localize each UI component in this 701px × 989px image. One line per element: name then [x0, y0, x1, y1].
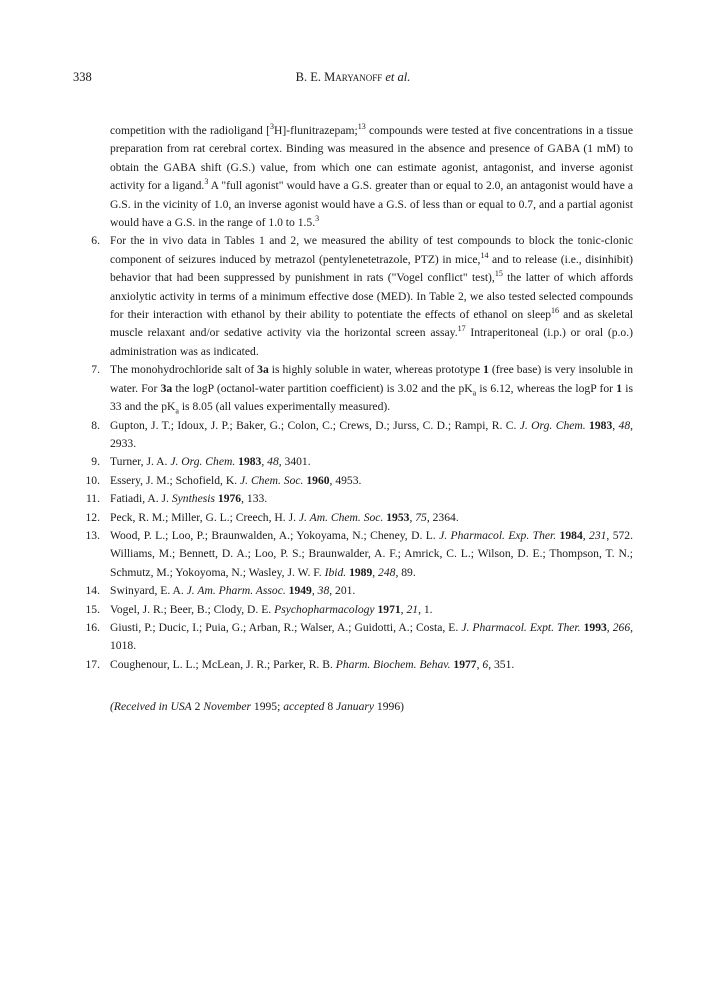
text-run: ,	[261, 455, 268, 469]
reference-item	[78, 656, 633, 674]
text-run: 17	[457, 324, 466, 334]
text-run: (Received in USA	[110, 700, 192, 713]
reference-text	[110, 529, 633, 579]
text-run: 1996)	[374, 700, 404, 713]
reference-text	[110, 621, 633, 652]
text-run: Intraperitoneal (i.p.) or oral (p.o.) administration was as indicated.	[110, 326, 633, 358]
text-run: 8	[324, 700, 337, 713]
text-run: For the in vivo data in Tables 1 and 2, we measured the ability of test compounds to block the tonic-clonic component of seizures induced by metrazol (pentylenetetrazole, PTZ) in mice,	[110, 234, 633, 266]
text-run: January	[336, 700, 375, 713]
text-run: a	[472, 388, 477, 397]
text-run: 1983	[589, 418, 613, 432]
text-run: 3a	[257, 363, 269, 377]
text-run: November	[203, 700, 252, 713]
text-run: J. Org. Chem.	[519, 418, 586, 432]
reference-text	[110, 474, 361, 487]
text-run: Fatiadi, A. J.	[110, 492, 172, 506]
reference-item	[78, 417, 633, 454]
reference-number: 17.	[85, 657, 100, 671]
text-run: Turner, J. A.	[110, 455, 171, 469]
reference-text	[110, 584, 355, 597]
reference-number: 11.	[85, 492, 100, 506]
text-run: 48	[618, 418, 631, 432]
text-run: , 1.	[418, 602, 433, 616]
text-run: Ibid.	[324, 565, 347, 579]
text-run: J. Pharmacol. Exp. Ther.	[439, 528, 557, 542]
text-run: , 2364.	[426, 510, 459, 524]
text-run: Wood, P. L.; Loo, P.; Braunwalden, A.; Yokoyama, N.; Cheney, D. L.	[110, 528, 440, 542]
text-run: , 89.	[395, 565, 416, 579]
text-run: Synthesis	[171, 492, 215, 506]
reference-item	[78, 122, 633, 232]
reference-number: 9.	[91, 455, 100, 469]
text-run: ,	[582, 528, 590, 542]
text-run: 3	[204, 177, 209, 187]
reference-text	[110, 419, 633, 450]
text-run: 1995;	[251, 700, 284, 713]
reference-number: 15.	[85, 602, 100, 616]
text-run: ,	[476, 657, 483, 671]
text-run: is 33 and the pK	[110, 381, 633, 414]
text-run: ,	[372, 565, 379, 579]
references-list	[78, 122, 633, 674]
reference-item	[78, 453, 633, 471]
text-run: accepted	[283, 700, 325, 713]
text-run: 1983	[238, 455, 262, 469]
reference-item	[78, 232, 633, 361]
text-run: 1949	[288, 584, 312, 598]
reference-text	[110, 603, 433, 616]
text-run: 1971	[377, 602, 401, 616]
text-run: J. Am. Chem. Soc.	[298, 510, 384, 524]
running-head-authors-smallcaps: aryanoff	[335, 70, 383, 84]
text-run: 21	[406, 602, 419, 616]
text-run: is 6.12, whereas the logP for	[476, 381, 617, 395]
reference-number: 6.	[91, 234, 100, 248]
running-head-authors: B. E. M	[295, 70, 336, 84]
text-run: a	[175, 406, 179, 416]
text-run: , 2933.	[110, 418, 634, 450]
text-run: 231	[589, 528, 607, 542]
reference-text	[110, 455, 311, 468]
text-run: J. Am. Pharm. Assoc.	[186, 584, 286, 598]
text-run: the latter of which affords anxiolytic activity in terms of a minimum effective dose (MED). In Table 2, we also tested selected compounds for their interaction with ethanol by their ability to potentiate the effects of ethanol on sleep	[110, 271, 634, 322]
text-run: is 8.05 (all values experimentally measured).	[178, 400, 391, 414]
text-run: 48	[267, 455, 279, 469]
text-run: 1953	[386, 510, 410, 524]
text-run: (free base) is very insoluble in water. For	[110, 363, 634, 395]
reference-number: 10.	[85, 473, 100, 487]
text-run: ,	[409, 510, 416, 524]
text-run: 14	[480, 250, 489, 260]
reference-number: 7.	[91, 363, 100, 377]
reference-text	[110, 363, 634, 416]
text-run: Vogel, J. R.; Beer, B.; Clody, D. E.	[110, 602, 275, 616]
text-run: 248	[378, 565, 396, 579]
reference-text	[110, 234, 633, 357]
text-run: 3a	[160, 381, 173, 395]
text-run: 13	[357, 122, 366, 132]
reference-item	[78, 490, 633, 508]
text-run: , 133.	[241, 492, 268, 506]
text-run: and as skeletal muscle relaxant and/or sedative activity via the horizontal screen assay.	[110, 308, 633, 340]
text-run: ,	[606, 620, 613, 634]
text-run: , 1018.	[110, 620, 634, 653]
reference-number: 16.	[85, 620, 100, 634]
text-run: J. Org. Chem.	[170, 455, 236, 469]
text-run: Giusti, P.; Ducic, I.; Puia, G.; Arban, R.; Walser, A.; Guidotti, A.; Costa, E.	[110, 620, 462, 634]
reference-item	[78, 527, 633, 582]
text-run: H]-flunitrazepam;	[274, 124, 358, 137]
text-run: 1977	[453, 657, 477, 671]
text-run: J. Pharmacol. Expt. Ther.	[461, 620, 581, 634]
reference-number: 14.	[85, 584, 100, 598]
text-run: is highly soluble in water, whereas prototype	[268, 363, 484, 377]
reference-item	[78, 582, 633, 600]
reference-item	[78, 619, 633, 656]
reference-item	[78, 509, 633, 527]
reference-text	[110, 658, 514, 671]
text-run: competition with the radioligand [	[110, 124, 271, 137]
text-run: 3	[270, 122, 275, 132]
text-run: 1976	[217, 492, 242, 506]
text-run: 1960	[306, 473, 330, 487]
reference-item	[78, 601, 633, 619]
text-run: 2	[191, 700, 204, 713]
text-run: Peck, R. M.; Miller, G. L.; Creech, H. J.	[110, 510, 299, 524]
text-run: 1989	[349, 565, 373, 579]
text-run: , 572. Williams, M.; Bennett, D. A.; Loo, P. S.; Braunwalder, A. F.; Amrick, C. L.; Wilson, D. E.; Thompson, T. N.; Schmutz, M.; Yokoyoma, N.; Wasley, J. W. F.	[110, 528, 633, 579]
running-head	[73, 70, 633, 85]
text-run: , 3401.	[278, 455, 311, 469]
text-run: 1984	[559, 528, 583, 542]
reference-text	[110, 124, 633, 229]
text-run: the logP (octanol-water partition coefficient) is 3.02 and the pK	[172, 381, 473, 395]
text-run: A "full agonist" would have a G.S. greater than or equal to 2.0, an antagonist would have a G.S. in the vicinity of 1.0, an inverse agonist would have a G.S. of less than or equal to 0.7, and a partial agonist would have a G.S. in the range of 1.0 to 1.5.	[110, 179, 633, 230]
text-run: The monohydrochloride salt of	[110, 363, 258, 377]
reference-number: 12.	[85, 510, 100, 524]
text-run: Psychopharmacology	[274, 602, 375, 616]
text-run: J. Chem. Soc.	[240, 473, 304, 487]
text-run: 6	[482, 657, 489, 671]
reference-number: 13.	[85, 528, 100, 542]
reference-text	[110, 492, 267, 505]
text-run: compounds were tested at five concentrations in a tissue preparation from rat cerebral cortex. Binding was measured in the absence and presence of GABA (1 mM) to obtain the GABA shift (G.S.) value, from which one can estimate agonist, antagonist, and inverse agonist activity for a ligand.	[110, 124, 633, 193]
text-run: Coughenour, L. L.; McLean, J. R.; Parker, R. B.	[110, 657, 336, 671]
received-dates-note	[110, 700, 404, 713]
text-run: 1993	[583, 620, 607, 634]
reference-item	[78, 361, 633, 416]
text-run: and to release (i.e., disinhibit) behavior that had been suppressed by punishment in rats ("Vogel conflict" test),	[110, 252, 633, 285]
text-run: Essery, J. M.; Schofield, K.	[110, 473, 240, 487]
text-run: ,	[311, 584, 318, 598]
text-run: 16	[551, 306, 560, 316]
text-run: ,	[400, 602, 407, 616]
text-run: 266	[612, 620, 631, 634]
text-run: Pharm. Biochem. Behav.	[335, 657, 451, 671]
page-number: 338	[73, 70, 92, 84]
text-run: Swinyard, E. A.	[110, 584, 187, 598]
text-run: ,	[612, 418, 619, 432]
text-run: , 201.	[329, 584, 356, 598]
page-header	[73, 70, 633, 88]
text-run: , 4953.	[329, 473, 362, 487]
reference-text	[110, 511, 459, 524]
text-run: 15	[494, 269, 503, 279]
text-run: 1	[616, 381, 623, 395]
text-run: , 351.	[488, 657, 515, 671]
running-head-etal: et al.	[385, 70, 411, 84]
reference-item	[78, 472, 633, 490]
text-run: 75	[415, 510, 427, 524]
text-run: 38	[317, 584, 330, 598]
text-run: Gupton, J. T.; Idoux, J. P.; Baker, G.; Colon, C.; Crews, D.; Jurss, C. D.; Rampi, R. C.	[110, 418, 520, 432]
reference-number: 8.	[91, 418, 100, 432]
text-run: 1	[483, 363, 489, 377]
text-run: 3	[315, 214, 320, 224]
